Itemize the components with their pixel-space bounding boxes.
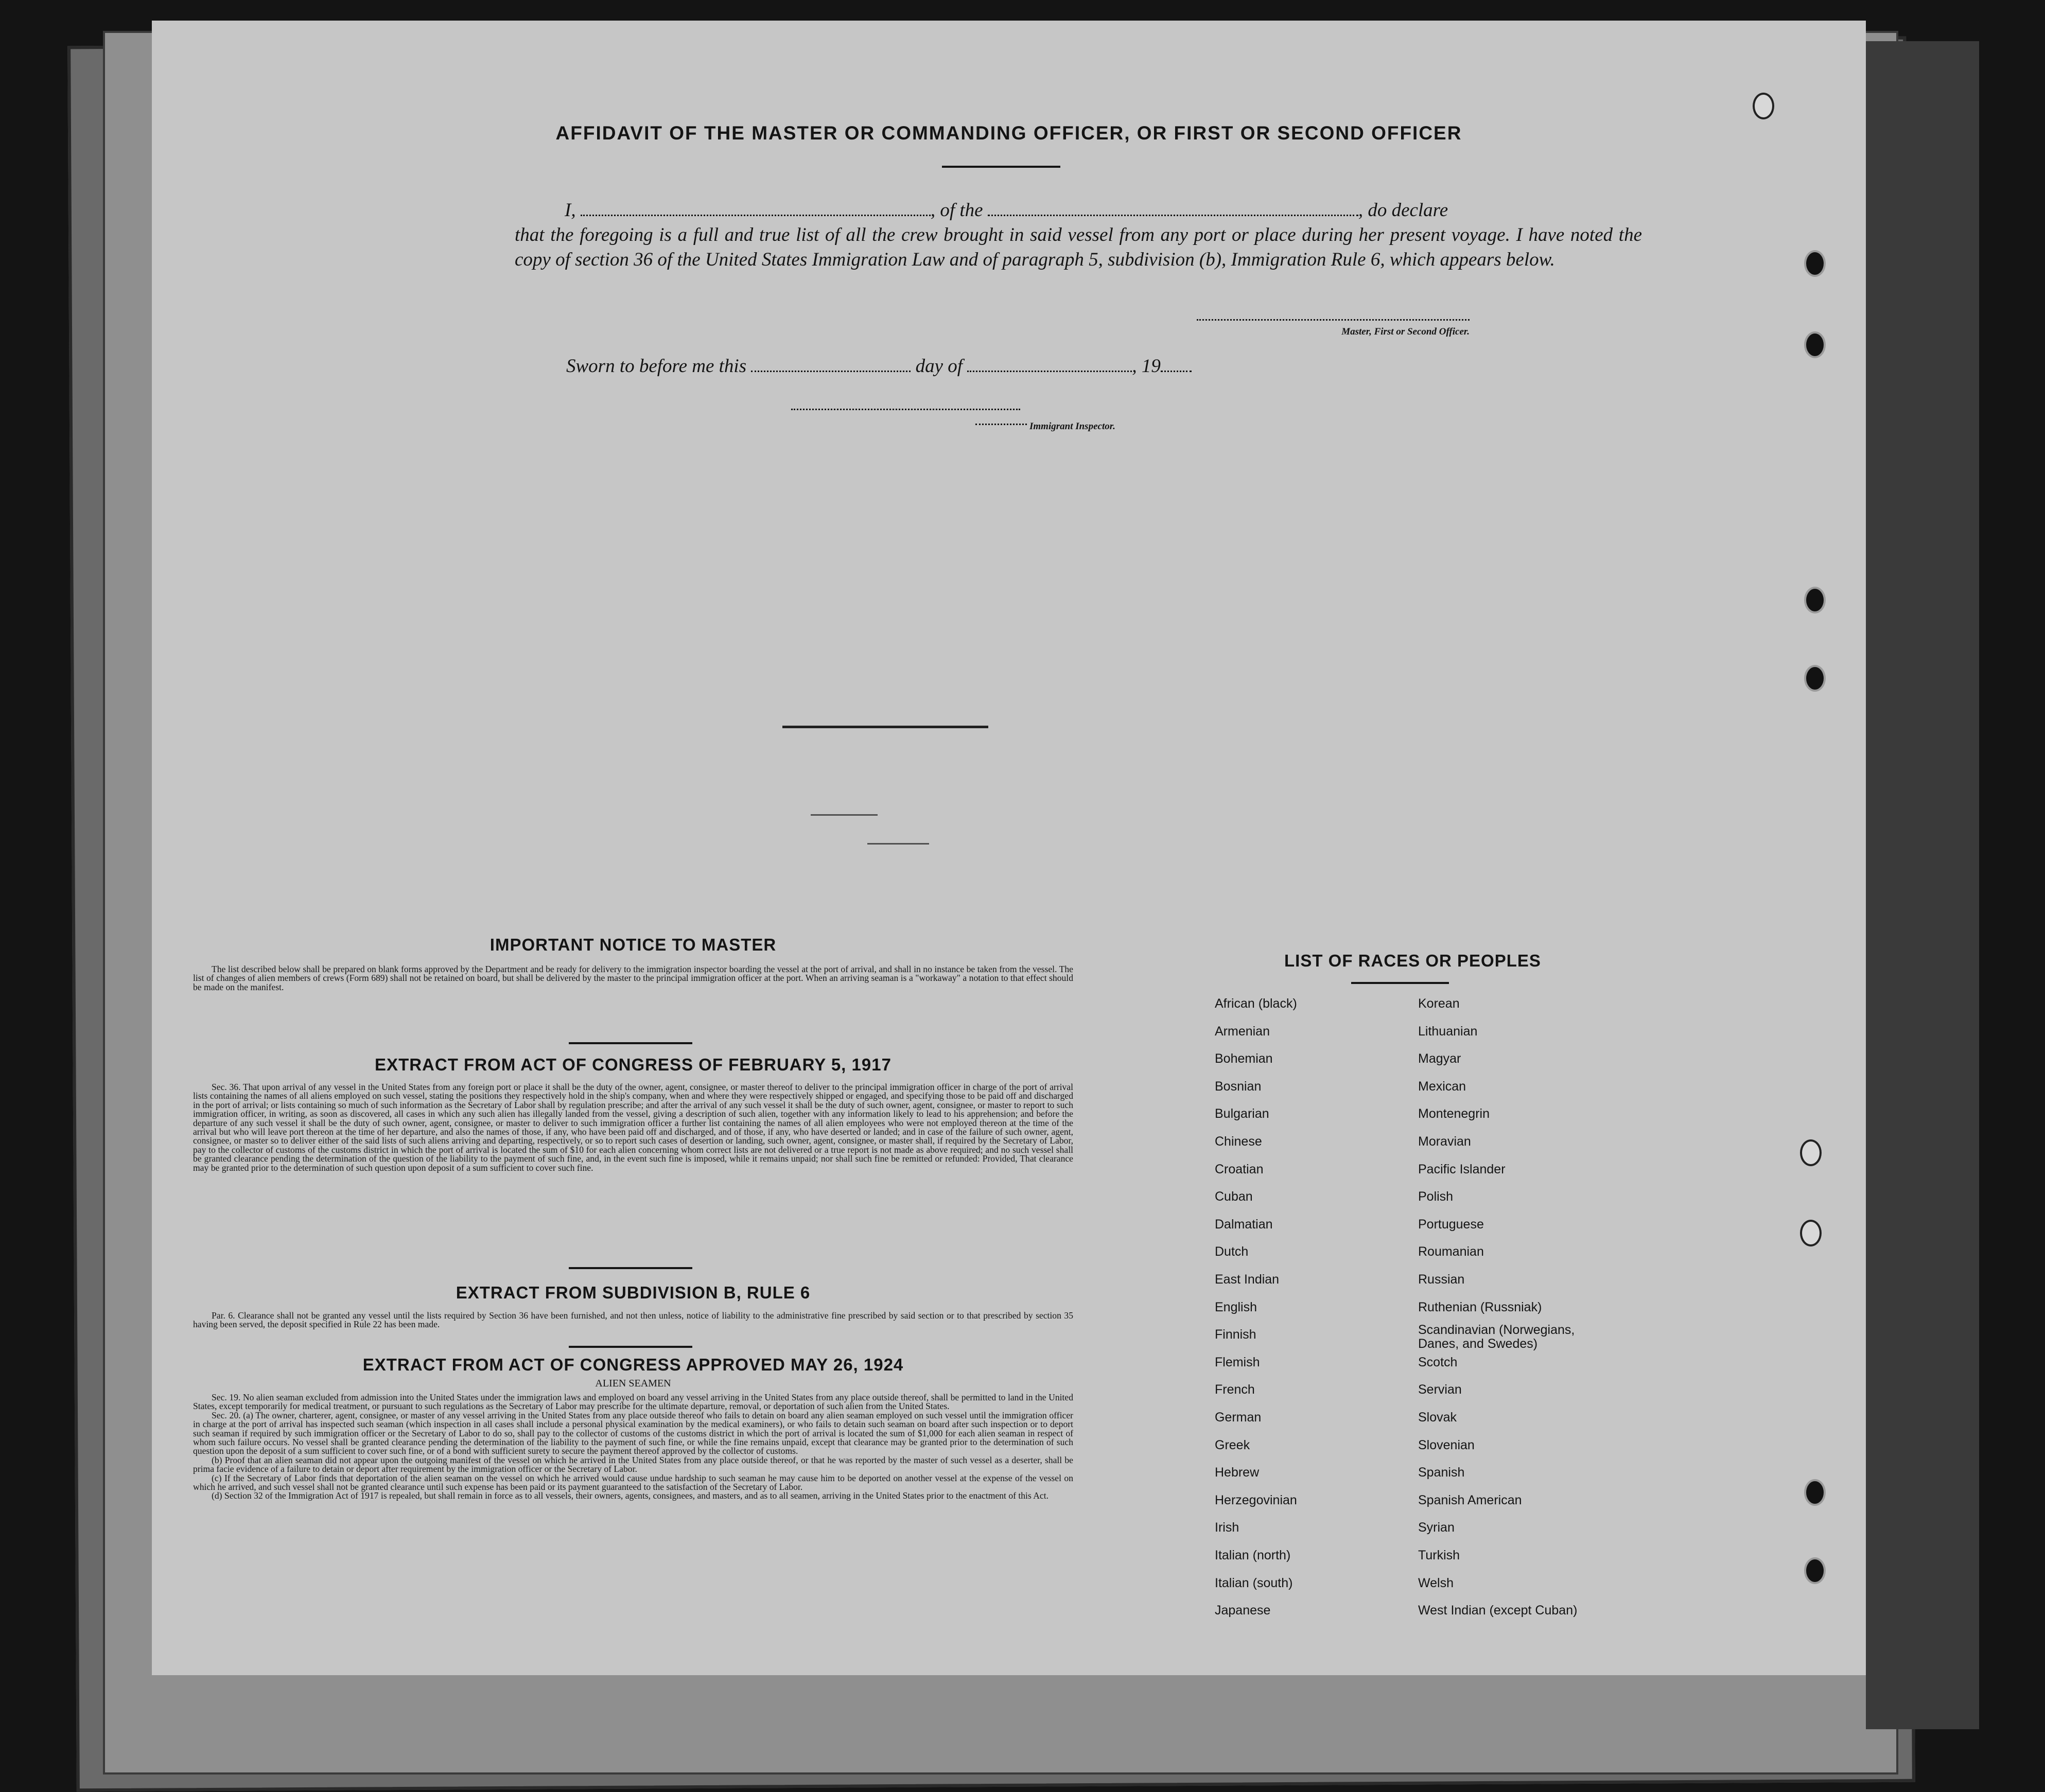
ink-mark [811,814,878,816]
inspector-dots [975,424,1027,425]
extract-1924-title: EXTRACT FROM ACT OF CONGRESS APPROVED MAY 26, 1924 [362,1355,904,1374]
race-item: West Indian (except Cuban) [1418,1603,1578,1618]
race-item: Pacific Islander [1418,1162,1506,1176]
race-item: Chinese [1215,1134,1262,1149]
race-item: Italian (south) [1215,1575,1293,1590]
notice-title: IMPORTANT NOTICE TO MASTER [490,935,777,954]
day-blank[interactable] [751,371,911,372]
rule6-title: EXTRACT FROM SUBDIVISION B, RULE 6 [456,1283,811,1302]
races-title: LIST OF RACES OR PEOPLES [1284,951,1541,970]
race-item: Lithuanian [1418,1024,1478,1039]
affidavit-body: that the foregoing is a full and true list of all the crew brought in said vessel from any port or place during her present voyage. I have noted the copy of section 36 of the United States Immigration Law and of paragraph 5, subdivision (b), Immigration Rule 6, which appears below. [515,224,1642,270]
punch-hole [1804,587,1826,613]
inspector-line[interactable] [791,409,1020,410]
race-item: Syrian [1418,1520,1455,1535]
sec-19-paragraph: Sec. 19. No alien seaman excluded from admission into the United States under the immigration laws and employed on board any vessel arriving in the United States from any place outside thereof, shall be permitted to land in the United States, except temporarily for medical treatment, or pursuant to such regulations as the Secretary of Labor may prescribe for the ultimate departure, removal, or deportation of such alien from the United States. [193,1392,1073,1412]
sec-20a-paragraph: Sec. 20. (a) The owner, charterer, agent, consignee, or master of any vessel arriving in the United States from any place outside thereof who fails to detain on board any alien seaman employed on such vessel until the immigration officer in charge at the port of arrival has inspected such seaman (which inspection in all cases shall include a personal physical examination by the medical examiners), or who fails to detain such seaman on board after such inspection or to deport such seaman if required by such immigration officer or the Secretary of Labor to do so, shall pay to the collector of customs of the customs district in which the port of arrival is located the sum of $1,000 for each alien seaman in respect of whom such failure occurs. No vessel shall be granted clearance pending the determination of the liability to the payment of such fine, or while the fine remains unpaid, except that clearance may be granted prior to the determination of such question upon the deposit of a sum sufficient to cover such fine, or of a bond with sufficient surety to secure the payment thereof approved by the collector of customs. [193,1410,1073,1456]
inspector-caption: Immigrant Inspector. [1029,421,1115,432]
notice-body [193,965,1073,992]
race-item: Herzegovinian [1215,1492,1297,1507]
punch-hole [1804,331,1826,358]
race-item: Bosnian [1215,1079,1262,1094]
section-rule [569,1346,692,1348]
race-item: Irish [1215,1520,1239,1535]
race-item: Armenian [1215,1024,1270,1039]
race-item: Montenegrin [1418,1106,1490,1121]
do-declare: , do declare [1358,200,1448,221]
section-rule [569,1267,692,1269]
race-item: Moravian [1418,1134,1471,1149]
extract-1917-title: EXTRACT FROM ACT OF CONGRESS OF FEBRUARY 5, 1917 [375,1055,892,1074]
punch-hole [1804,665,1826,692]
race-item: Scandinavian (Norwegians, Danes, and Swedes) [1418,1323,1575,1351]
race-item: French [1215,1382,1255,1397]
notice-paragraph: The list described below shall be prepared on blank forms approved by the Department and be ready for delivery to the immigration inspector boarding the vessel at the port of arrival, and shall in no instance be taken from the vessel. The list of changes of alien members of crews (Form 689) shall not be retained on board, but shall be delivered by the master to the principal immigration officer at the port. When an arriving seaman is a "workaway" a notation to that effect should be made on the manifest. [193,964,1073,992]
race-item: Korean [1418,996,1460,1011]
race-item: Ruthenian (Russniak) [1418,1299,1542,1314]
race-item: English [1215,1299,1257,1314]
ink-mark [782,726,988,728]
vessel-blank[interactable] [988,215,1358,216]
race-item: East Indian [1215,1272,1280,1287]
alien-seamen-subtitle: ALIEN SEAMEN [595,1378,671,1389]
race-item: Cuban [1215,1189,1253,1204]
extract-1924-body [193,1393,1073,1501]
month-blank[interactable] [967,371,1132,372]
punch-hole [1753,93,1774,119]
race-item: Dalmatian [1215,1217,1273,1232]
sec-20b-paragraph: (b) Proof that an alien seaman did not appear upon the outgoing manifest of the vessel on which he arrived in the United States from any place outside thereof, or that he was reported by the master of such vessel as a deserter, shall be prima facie evidence of a failure to detain or deport after requirement by the immigration officer or the Secretary of Labor. [193,1454,1073,1474]
affidavit-title: AFFIDAVIT OF THE MASTER OR COMMANDING OFFICER, OR FIRST OR SECOND OFFICER [555,122,1462,144]
race-item: Polish [1418,1189,1454,1204]
sworn-line [566,355,1192,377]
binding-shadow [1866,41,1979,1729]
sec-20d-paragraph: (d) Section 32 of the Immigration Act of 1917 is repealed, but shall remain in force as to all vessels, their owners, agents, consignees, and masters, and as to all seamen, arriving in the United States prior to the enactment of this Act. [212,1490,1049,1501]
race-item: Spanish American [1418,1492,1522,1507]
race-item: Spanish [1418,1465,1465,1480]
section-36-paragraph: Sec. 36. That upon arrival of any vessel in the United States from any foreign port or place it shall be the duty of the owner, agent, consignee, or master thereof to deliver to the principal immigration officer in charge of the port of arrival lists containing the names of all aliens employed on such vessel, stating the positions they respectively hold in the ship's company, when and where they were respectively shipped or engaged, and specifying those to be paid off and discharged in the port of arrival; or lists containing so much of such information as the Secretary of Labor shall by regulation prescribe; and after the arrival of any such vessel it shall be the duty of such owner, agent, consignee, or master to report to such immigration officer, in writing, as soon as discovered, all cases in which any such alien has illegally landed from the vessel, giving a description of such alien, together with any information likely to lead to his apprehension; and before the departure of any such vessel it shall be the duty of such owner, agent, consignee, or master to deliver to such immigration officer a further list containing the names of all alien employees who were not employed thereon at the time of the arrival but who will leave port thereon at the time of her departure, and also the names of those, if any, who have been paid off and discharged, and of those, if any, who have deserted or landed; and in case of the failure of such owner, agent, consignee, or master so to deliver either of the said lists of such aliens arriving and departing, respectively, or so to report such cases of desertion or landing, such owner, agent, consignee, or master shall, if required by the Secretary of Labor, pay to the collector of customs of the customs district in which the port of arrival is located the sum of $10 for each alien concerning whom correct lists are not delivered or a true report is not made as above required; and no such vessel shall be granted clearance pending the determination of the question of the liability to the payment of such fine, and, in the event such fine is imposed, while it remains unpaid; nor shall such fine be remitted or refunded: Provided, That clearance may be granted prior to the determination of such question upon deposit of a sum sufficient to cover such fine. [193,1082,1073,1173]
race-item: German [1215,1410,1262,1425]
punch-hole [1804,1557,1826,1584]
race-item: Russian [1418,1272,1465,1287]
section-rule [569,1042,692,1044]
race-item: Hebrew [1215,1465,1260,1480]
day-of: day of [915,356,963,377]
punch-hole [1804,250,1826,277]
year-prefix: , 19 [1132,356,1161,377]
affidavit-text [515,198,1642,272]
race-item: Magyar [1418,1051,1461,1066]
race-item: Dutch [1215,1244,1249,1259]
of-the: , of the [930,200,983,221]
race-item: Slovenian [1418,1437,1475,1452]
race-item: Bohemian [1215,1051,1273,1066]
rule6-body [193,1311,1073,1329]
race-item: Finnish [1215,1327,1256,1342]
signature-line[interactable] [1197,319,1470,321]
title-rule [942,166,1060,168]
race-item: Bulgarian [1215,1106,1269,1121]
race-item: Portuguese [1418,1217,1484,1232]
par-6-paragraph: Par. 6. Clearance shall not be granted any vessel until the lists required by Section 36 have been furnished, and not then unless, notice of liability to the administrative fine prescribed by said section or to that prescribed by section 35 having been served, the deposit specified in Rule 22 has been made. [193,1310,1073,1330]
race-item: Japanese [1215,1603,1271,1618]
year-blank[interactable] [1161,371,1192,372]
race-item: Greek [1215,1437,1250,1452]
punch-hole [1800,1220,1822,1246]
race-item: African (black) [1215,996,1297,1011]
sworn-prefix: Sworn to before me this [566,356,747,377]
race-item: Slovak [1418,1410,1457,1425]
form-sheet [152,21,1866,1675]
race-item: Croatian [1215,1162,1264,1176]
signature-caption: Master, First or Second Officer. [1341,326,1470,337]
punch-hole [1804,1479,1826,1506]
race-item: Scotch [1418,1355,1458,1369]
race-item: Flemish [1215,1355,1260,1369]
sec-20c-paragraph: (c) If the Secretary of Labor finds that deportation of the alien seaman on the vessel on which he arrived would cause undue hardship to such seaman he may cause him to be deported on another vessel at the expense of the vessel on which he arrived, and such vessel shall not be granted clearance until such expense has been paid or its payment guaranteed to the satisfaction of the Secretary of Labor. [193,1472,1073,1492]
race-item: Turkish [1418,1548,1460,1562]
races-rule [1351,982,1449,984]
ink-mark [867,843,929,845]
declare-i: I, [565,200,576,221]
race-item: Welsh [1418,1575,1454,1590]
race-item: Roumanian [1418,1244,1484,1259]
extract-1917-body [193,1083,1073,1172]
name-blank[interactable] [581,215,931,216]
punch-hole [1800,1139,1822,1166]
race-item: Servian [1418,1382,1462,1397]
race-item: Italian (north) [1215,1548,1291,1562]
race-item: Mexican [1418,1079,1466,1094]
